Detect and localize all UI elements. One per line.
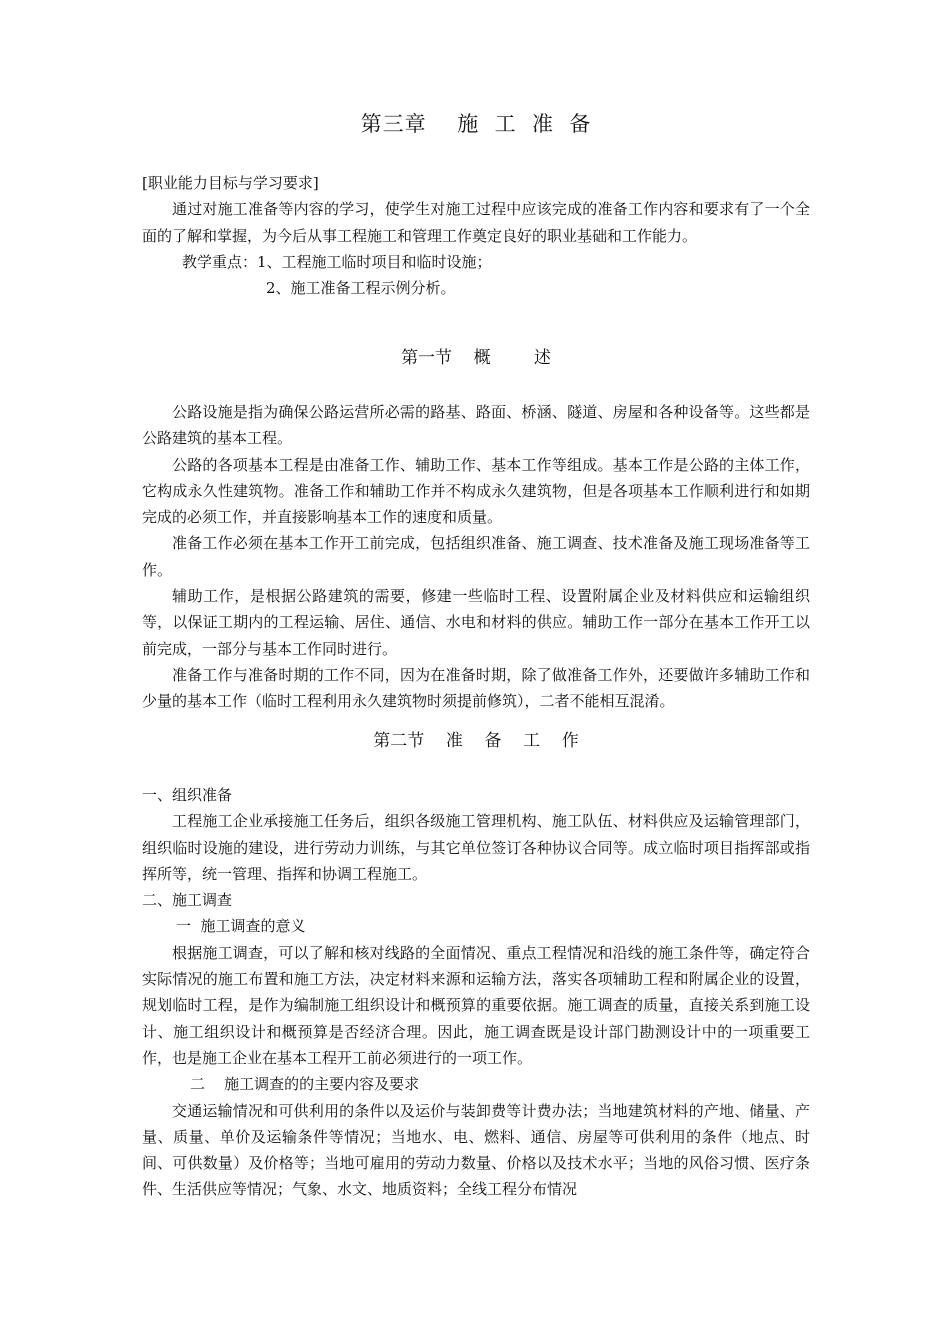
section1-title: 第一节 概 述: [401, 348, 551, 368]
key-point-1: 教学重点：1、工程施工临时项目和临时设施；: [182, 252, 492, 271]
section1-body: [142, 399, 810, 715]
survey-heading: 二、施工调查: [142, 891, 233, 910]
objectives-paragraph: 通过对施工准备等内容的学习，使学生对施工过程中应该完成的准备工作内容和要求有了一个全面的了解和掌握，为今后从事工程施工和管理工作奠定良好的职业基础和工作能力。: [142, 200, 810, 245]
org-heading: 一、组织准备: [142, 786, 233, 804]
section1-paragraph-5: 准备工作与准备时期的工作不同，因为在准备时期，除了做准备工作外，还要做许多辅助工作和少量的基本工作（临时工程利用永久建筑物时须提前修筑），二者不能相互混淆。: [142, 665, 810, 711]
section1-paragraph-2: 公路的各项基本工程是由准备工作、辅助工作、基本工作等组成。基本工作是公路的主体工作，它构成永久性建筑物。准备工作和辅助工作并不构成永久建筑物，但是各项基本工作顺利进行和如期完成的必须工作，并直接影响基本工作的速度和质量。: [142, 455, 810, 527]
section1-paragraph-1: 公路设施是指为确保公路运营所必需的路基、路面、桥涵、隧道、房屋和各种设备等。这些都是公路建筑的基本工程。: [142, 403, 810, 448]
key-point-2: 2、施工准备工程示例分析。: [266, 279, 456, 298]
survey-paragraph-1: 根据施工调查，可以了解和核对线路的全面情况、重点工程情况和沿线的施工条件等，确定符合实际情况的施工布置和施工方法，决定材料来源和运输方法，落实各项辅助工程和附属企业的设置，规划临时工程，是作为编制施工组织设计和概预算的重要依据。施工调查的质量，直接关系到施工设计、施工组织设计和概预算是否经济合理。因此，施工调查既是设计部门勘测设计中的一项重要工作，也是施工企业在基本工程开工前必须进行的一项工作。: [142, 943, 810, 1067]
section2-body: [142, 782, 810, 1203]
objectives-header: [职业能力目标与学习要求]: [142, 174, 319, 192]
org-paragraph: 工程施工企业承接施工任务后，组织各级施工管理机构、施工队伍、材料供应及运输管理部门，组织临时设施的建设，进行劳动力训练，与其它单位签订各种协议合同等。成立临时项目指挥部或指挥所等，统一管理、指挥和协调工程施工。: [142, 812, 810, 883]
chapter-title: 第三章 施 工 准 备: [360, 112, 592, 136]
survey-subheading-2: 二 施工调查的的主要内容及要求: [190, 1075, 420, 1094]
objectives-block: [142, 170, 810, 301]
survey-subheading-1: 一 施工调查的意义: [176, 917, 306, 936]
section1-paragraph-3: 准备工作必须在基本工作开工前完成，包括组织准备、施工调查、技术准备及施工现场准备等工作。: [142, 534, 810, 579]
section1-paragraph-4: 辅助工作，是根据公路建筑的需要，修建一些临时工程、设置附属企业及材料供应和运输组织等，以保证工期内的工程运输、居住、通信、水电和材料的供应。辅助工作一部分在基本工作开工以前完成，一部分与基本工作同时进行。: [142, 587, 810, 658]
section2-title: 第二节 准 备 工 作: [373, 731, 579, 751]
survey-paragraph-2: 交通运输情况和可供利用的条件以及运价与装卸费等计费办法；当地建筑材料的产地、储量、产量、质量、单价及运输条件等情况；当地水、电、燃料、通信、房屋等可供利用的条件（地点、时间、可供数量）及价格等；当地可雇用的劳动力数量、价格以及技术水平；当地的风俗习惯、医疗条件、生活供应等情况；气象、水文、地质资料；全线工程分布情况: [142, 1101, 810, 1199]
